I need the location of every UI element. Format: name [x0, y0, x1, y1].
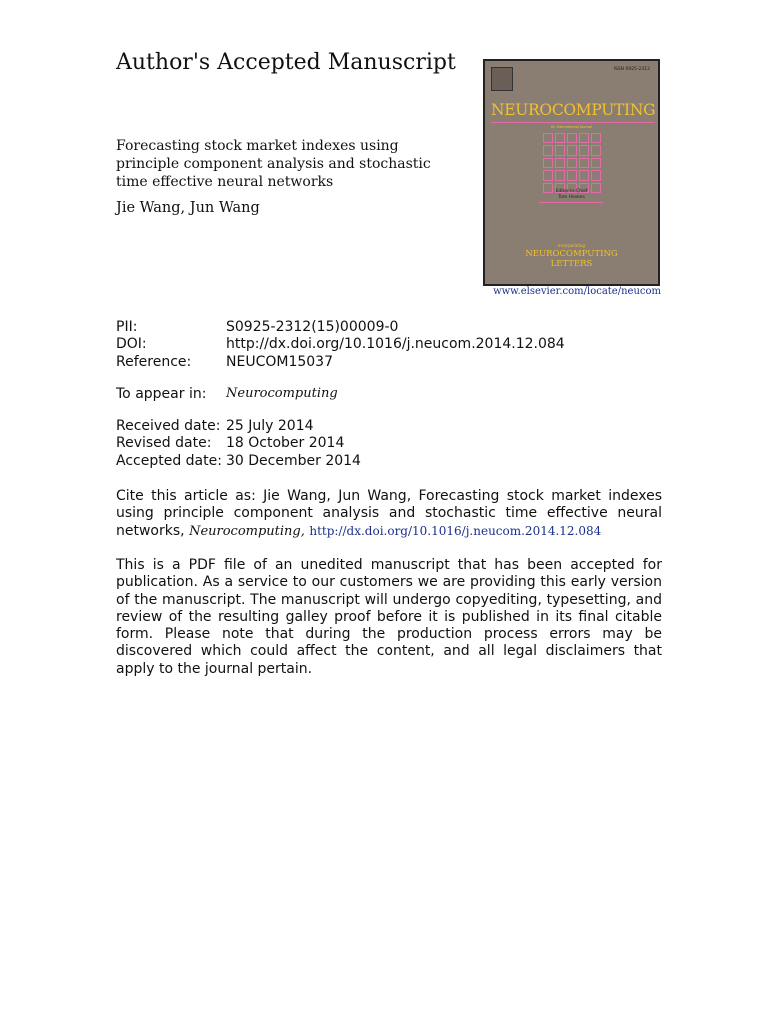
cover-journal-title: NEUROCOMPUTING	[491, 101, 656, 119]
reference-row	[116, 354, 565, 371]
cover-divider	[491, 122, 655, 123]
elsevier-logo-icon	[491, 67, 513, 91]
revised-date: 18 October 2014	[226, 435, 345, 452]
doi-label: DOI:	[116, 336, 147, 353]
accepted-row	[116, 453, 361, 470]
journal-cover	[483, 59, 660, 286]
cover-letters-line2: LETTERS	[550, 259, 593, 269]
citation-journal: Neurocomputing,	[189, 523, 305, 539]
journal-url-link[interactable]: www.elsevier.com/locate/neucom	[493, 286, 661, 297]
reference-value: NEUCOM15037	[226, 353, 333, 370]
appear-in-row	[116, 386, 338, 402]
pii-label: PII:	[116, 319, 138, 335]
revised-label: Revised date:	[116, 435, 212, 452]
cover-grid-pattern	[543, 133, 601, 193]
citation-doi-link[interactable]: http://dx.doi.org/10.1016/j.neucom.2014.12.084	[309, 523, 602, 538]
manuscript-notice: This is a PDF file of an unedited manuscript that has been accepted for publication. As a service to our customers we are providing this early version of the manuscript. The manuscript will undergo copyediting, typesetting, and review of the resulting galley proof before it is published in its final citable form. Please note that during the production process errors may be discovered which could affect the content, and all legal disclaimers that apply to the journal pertain.	[116, 557, 662, 677]
manuscript-dates	[116, 418, 361, 470]
received-label: Received date:	[116, 418, 221, 434]
cover-letters-title	[485, 249, 658, 269]
doi-value: http://dx.doi.org/10.1016/j.neucom.2014.12.084	[226, 336, 565, 353]
article-title: Forecasting stock market indexes using principle component analysis and stochastic time effective neural networks	[116, 138, 431, 190]
cover-incorporating: Incorporating	[558, 243, 585, 248]
pii-value: S0925-2312(15)00009-0	[226, 319, 399, 335]
reference-label: Reference:	[116, 353, 192, 370]
cover-subtitle: An International Journal	[550, 125, 593, 129]
received-row	[116, 418, 361, 435]
article-metadata	[116, 319, 565, 371]
appear-in-label: To appear in:	[116, 386, 207, 402]
cover-letters-line1: NEUROCOMPUTING	[525, 249, 618, 259]
pii-row	[116, 319, 565, 336]
article-authors: Jie Wang, Jun Wang	[116, 200, 260, 216]
citation-text: Cite this article as: Jie Wang, Jun Wang, Forecasting stock market indexes using principle component analysis and stochastic time effective neural networks,	[116, 488, 662, 539]
cover-editor-label: Editor-in-Chief	[555, 189, 588, 194]
citation-paragraph	[116, 488, 662, 540]
doi-row	[116, 336, 565, 353]
appear-in-journal: Neurocomputing	[226, 386, 338, 401]
cover-issn: ISSN 0925-2312	[613, 67, 650, 72]
accepted-date: 30 December 2014	[226, 452, 361, 469]
manuscript-heading: Author's Accepted Manuscript	[116, 50, 456, 75]
cover-editor-name: Tom Heskes	[558, 195, 585, 200]
revised-row	[116, 435, 361, 452]
accepted-label: Accepted date:	[116, 452, 222, 469]
cover-editor-divider	[539, 202, 603, 203]
cover-editor	[485, 189, 658, 201]
received-date: 25 July 2014	[226, 418, 314, 434]
